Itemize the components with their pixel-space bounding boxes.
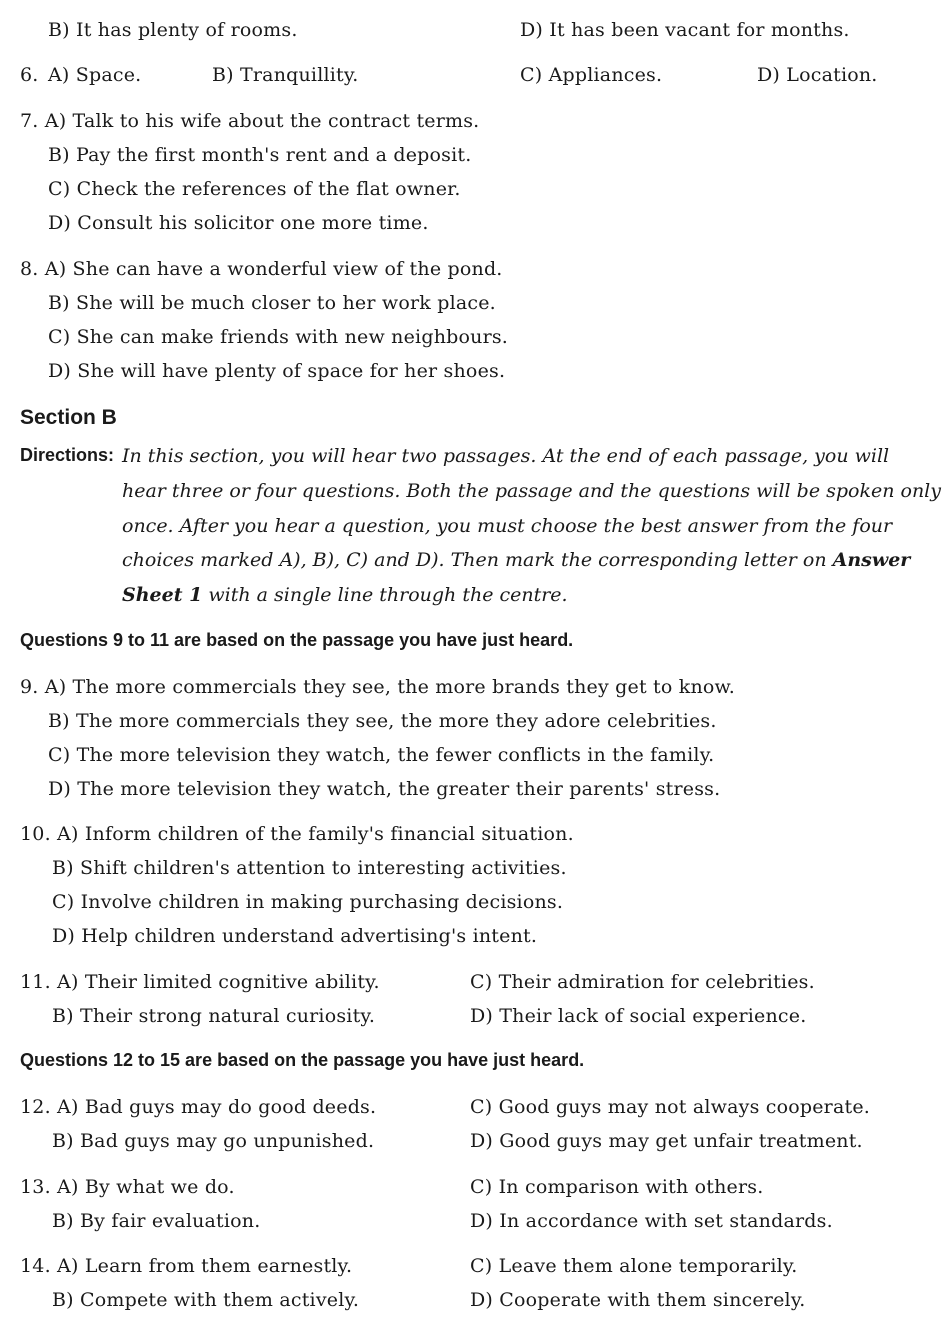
directions-line-4 <box>122 548 910 572</box>
q14-option-a: 14. A) Learn from them earnestly. <box>20 1255 353 1277</box>
q13-option-c: C) In comparison with others. <box>470 1176 764 1198</box>
q14-option-d: D) Cooperate with them sincerely. <box>470 1289 806 1311</box>
q8-option-d: D) She will have plenty of space for her shoes. <box>48 360 506 382</box>
q9-option-d: D) The more television they watch, the greater their parents' stress. <box>48 778 721 800</box>
question-group-2-heading: Questions 12 to 15 are based on the passage you have just heard. <box>20 1050 585 1070</box>
q10-option-a: 10. A) Inform children of the family's financial situation. <box>20 823 574 845</box>
q10-option-d: D) Help children understand advertising's intent. <box>52 925 538 947</box>
q7-option-c: C) Check the references of the flat owner. <box>48 178 461 200</box>
q8-option-b: B) She will be much closer to her work place. <box>48 292 496 314</box>
q12-option-b: B) Bad guys may go unpunished. <box>52 1130 375 1152</box>
directions-line-3: once. After you hear a question, you must choose the best answer from the four <box>122 515 893 537</box>
q14-option-c: C) Leave them alone temporarily. <box>470 1255 798 1277</box>
q6-option-d: D) Location. <box>757 64 878 86</box>
q12-option-d: D) Good guys may get unfair treatment. <box>470 1130 863 1152</box>
q14-option-b: B) Compete with them actively. <box>52 1289 360 1311</box>
q7-option-d: D) Consult his solicitor one more time. <box>48 212 429 234</box>
q10-option-c: C) Involve children in making purchasing decisions. <box>52 891 564 913</box>
q13-option-a: 13. A) By what we do. <box>20 1176 235 1198</box>
q13-option-d: D) In accordance with set standards. <box>470 1210 833 1232</box>
q11-option-a: 11. A) Their limited cognitive ability. <box>20 971 380 993</box>
q7-option-a: 7. A) Talk to his wife about the contract terms. <box>20 110 480 132</box>
q9-option-c: C) The more television they watch, the fewer conflicts in the family. <box>48 744 715 766</box>
q13-option-b: B) By fair evaluation. <box>52 1210 261 1232</box>
q11-option-b: B) Their strong natural curiosity. <box>52 1005 376 1027</box>
directions-line-1: In this section, you will hear two passages. At the end of each passage, you will <box>122 445 890 467</box>
directions-line-2: hear three or four questions. Both the passage and the questions will be spoken only <box>122 480 941 502</box>
q6-option-b: B) Tranquillity. <box>212 64 359 86</box>
q6-option-c: C) Appliances. <box>520 64 663 86</box>
directions-label: Directions: <box>20 445 115 465</box>
q8-option-c: C) She can make friends with new neighbours. <box>48 326 509 348</box>
q5-option-b: B) It has plenty of rooms. <box>48 19 298 41</box>
directions-tail: with a single line through the centre. <box>202 584 568 606</box>
q10-option-b: B) Shift children's attention to interesting activities. <box>52 857 567 879</box>
q8-option-a: 8. A) She can have a wonderful view of the pond. <box>20 258 503 280</box>
sheet-word: Sheet 1 <box>122 584 203 606</box>
q11-option-d: D) Their lack of social experience. <box>470 1005 807 1027</box>
q12-option-c: C) Good guys may not always cooperate. <box>470 1096 871 1118</box>
directions-line-5 <box>122 583 568 607</box>
answer-word: Answer <box>832 549 911 571</box>
q12-option-a: 12. A) Bad guys may do good deeds. <box>20 1096 377 1118</box>
section-title: Section B <box>20 406 117 429</box>
directions-line-4-text: choices marked A), B), C) and D). Then mark the corresponding letter on <box>122 549 827 571</box>
q5-option-d: D) It has been vacant for months. <box>520 19 850 41</box>
q11-option-c: C) Their admiration for celebrities. <box>470 971 815 993</box>
question-group-1-heading: Questions 9 to 11 are based on the passage you have just heard. <box>20 630 574 650</box>
q7-option-b: B) Pay the first month's rent and a deposit. <box>48 144 472 166</box>
q6-option-a: A) Space. <box>48 64 142 86</box>
q6-number: 6. <box>20 64 39 86</box>
q9-option-a: 9. A) The more commercials they see, the more brands they get to know. <box>20 676 735 698</box>
q9-option-b: B) The more commercials they see, the more they adore celebrities. <box>48 710 717 732</box>
